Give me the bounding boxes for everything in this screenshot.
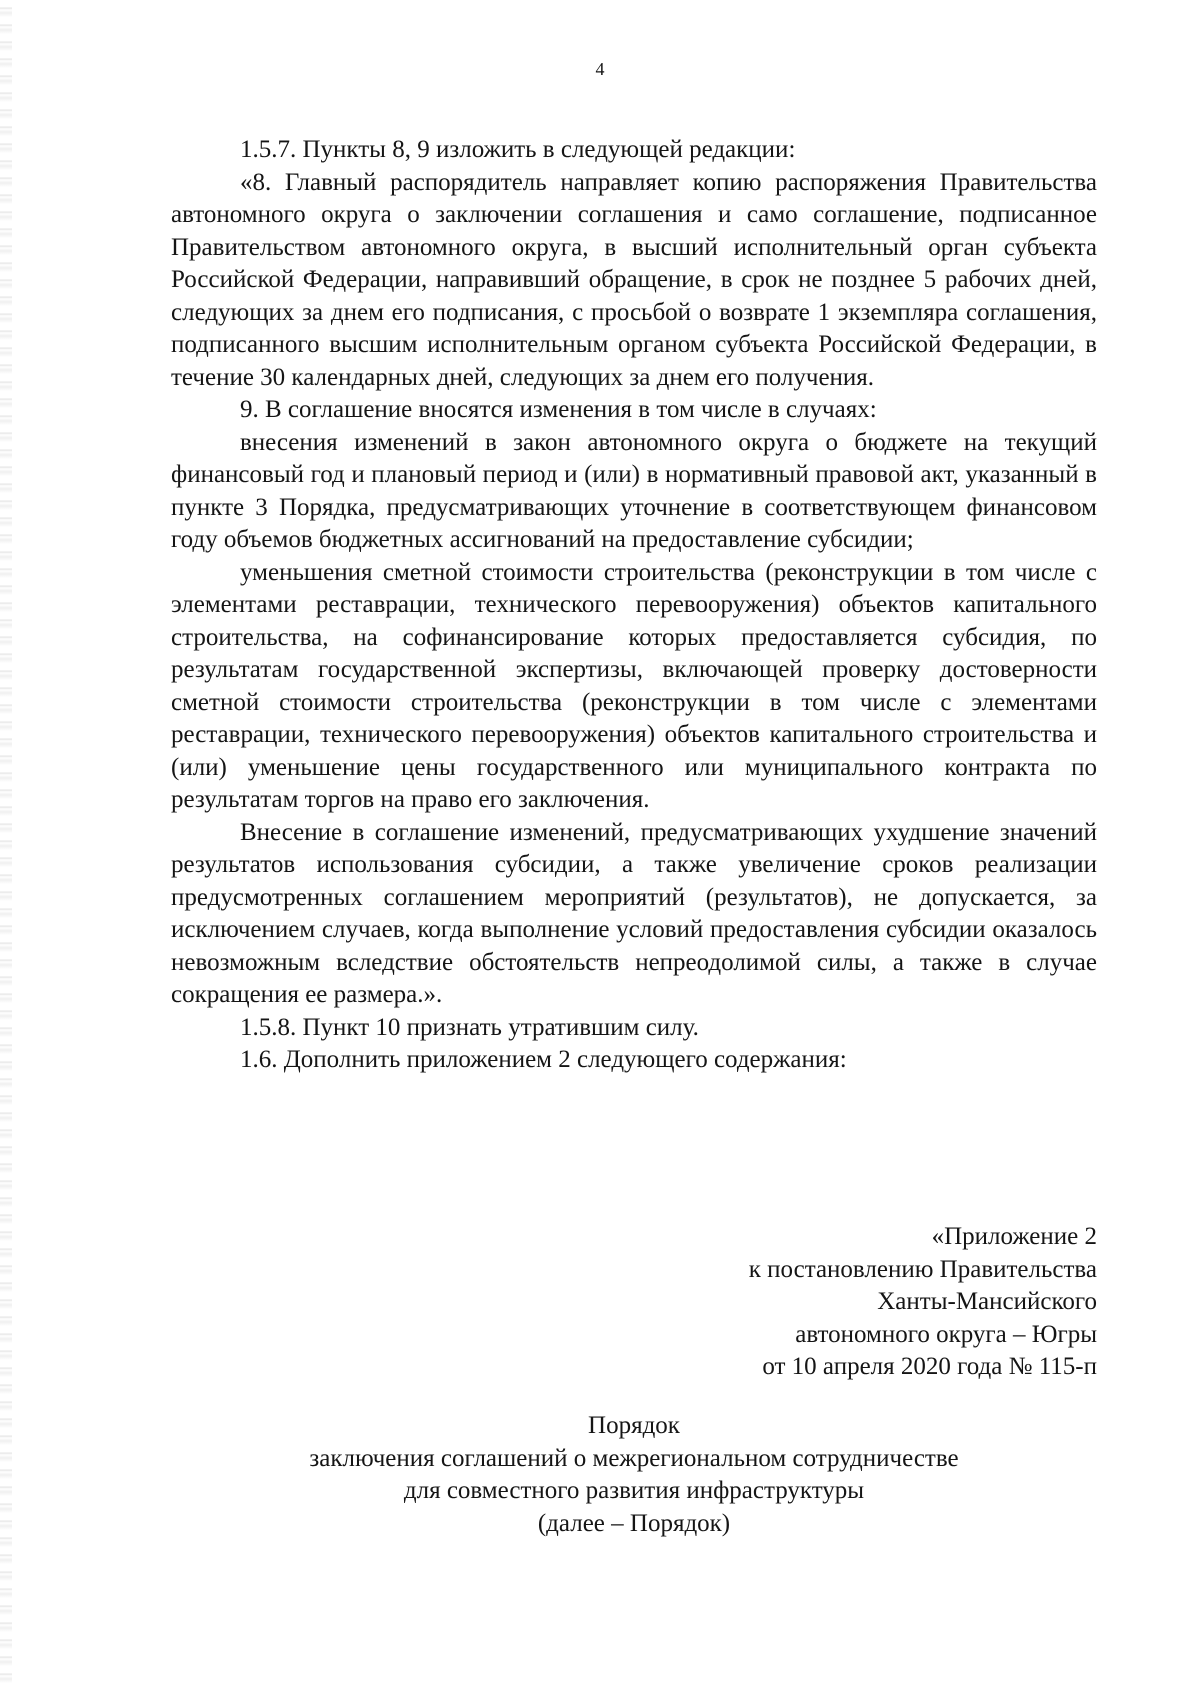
document-body: [171, 134, 1097, 1077]
paragraph-changes-restriction: Внесение в соглашение изменений, предусматривающих ухудшение значений результатов использования субсидии, а также увеличение сроков реализации предусмотренных соглашением мероприятий (результатов), не допускается, за исключением случаев, когда выполнение условий предоставления субсидии оказалось невозможным вследствие обстоятельств непреодолимой силы, а также в случае сокращения ее размера.».: [171, 818, 1097, 1008]
paragraph-1-6: 1.6. Дополнить приложением 2 следующего содержания:: [240, 1046, 847, 1073]
paragraph-1-5-7: 1.5.7. Пункты 8, 9 изложить в следующей редакции:: [240, 136, 796, 163]
paragraph-item-9: 9. В соглашение вносятся изменения в том числе в случаях:: [240, 396, 877, 423]
paragraph-item-8: «8. Главный распорядитель направляет копию распоряжения Правительства автономного округа о заключении соглашения и само соглашение, подписанное Правительством автономного округа, в высший исполнительный орган субъекта Российской Федерации, направивший обращение, в срок не позднее 5 рабочих дней, следующих за днем его подписания, с просьбой о возврате 1 экземпляра соглашения, подписанного высшим исполнительным органом субъекта Российской Федерации, в течение 30 календарных дней, следующих за днем его получения.: [171, 168, 1097, 391]
title-line: Порядок: [588, 1412, 680, 1439]
appendix-ref-line: к постановлению Правительства: [748, 1255, 1097, 1283]
scan-edge-artifact: [0, 0, 12, 1686]
title-line: (далее – Порядок): [537, 1509, 731, 1537]
title-line: заключения соглашений о межрегиональном сотрудничестве: [309, 1444, 959, 1472]
appendix-reference: [600, 1221, 1097, 1384]
title-line: для совместного развития инфраструктуры: [403, 1477, 865, 1504]
appendix-ref-line: от 10 апреля 2020 года № 115-п: [762, 1353, 1097, 1380]
paragraph-1-5-8: 1.5.8. Пункт 10 признать утратившим силу.: [240, 1013, 699, 1041]
appendix-ref-line: Ханты-Мансийского: [877, 1288, 1097, 1315]
appendix-ref-line: автономного округа – Югры: [795, 1320, 1097, 1348]
paragraph-case-cost-reduction: уменьшения сметной стоимости строительства (реконструкции в том числе с элементами реставрации, технического перевооружения) объектов капитального строительства, на софинансирование которых предоставляется субсидия, по результатам государственной экспертизы, включающей проверку достоверности сметной стоимости строительства (реконструкции в том числе с элементами реставрации, технического перевооружения) объектов капитального строительства и (или) уменьшение цены государственного или муниципального контракта по результатам торгов на право его заключения.: [171, 558, 1097, 813]
procedure-title: [171, 1410, 1097, 1540]
page-number: 4: [595, 59, 605, 79]
appendix-ref-line: «Приложение 2: [931, 1223, 1097, 1250]
paragraph-case-budget-law: внесения изменений в закон автономного округа о бюджете на текущий финансовый год и плановый период и (или) в нормативный правовой акт, указанный в пункте 3 Порядка, предусматривающих уточнение в соответствующем финансовом году объемов бюджетных ассигнований на предоставление субсидии;: [171, 428, 1097, 553]
